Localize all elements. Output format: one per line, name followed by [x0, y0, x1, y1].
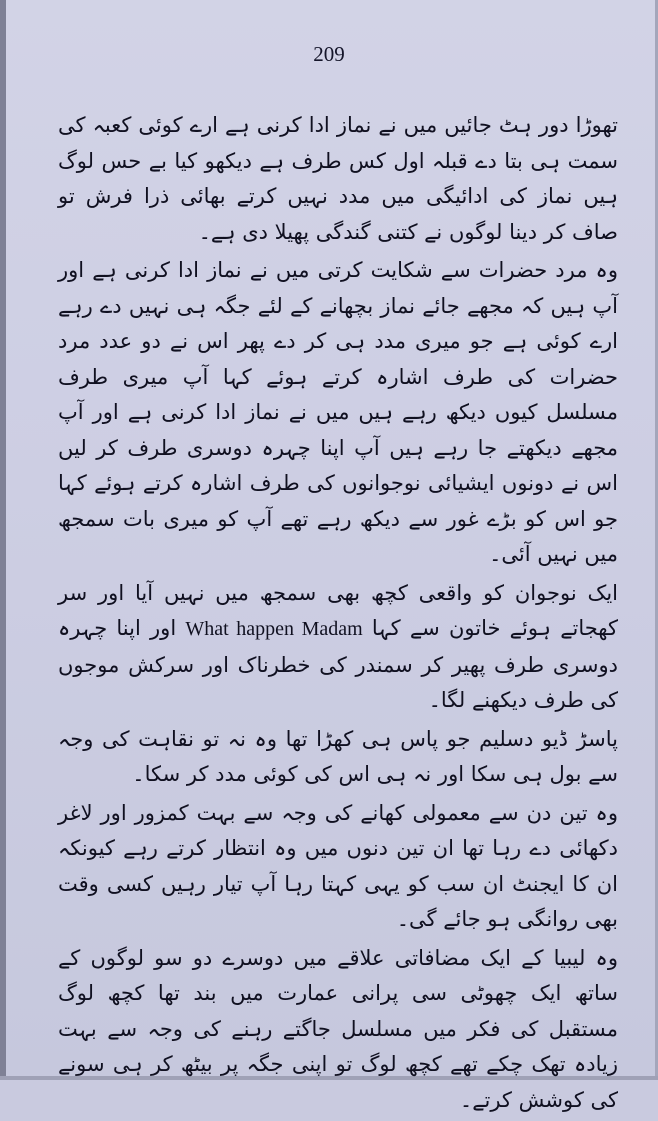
page-number: 209 — [313, 42, 345, 66]
body-text — [58, 108, 618, 1121]
paragraph-6: وہ لیبیا کے ایک مضافاتی علاقے میں دوسرے دو سو لوگوں کے ساتھ ایک چھوٹی سی پرانی عمارت میں بند تھا کچھ لوگ مستقبل کی فکر میں مسلسل جاگتے رہنے کی وجہ سے بہت زیادہ تھک چکے تھے کچھ لوگ تو اپنی جگہ پر بیٹھ کر ہی سونے کی کوشش کرتے۔ — [58, 945, 618, 1112]
paragraph-3 — [58, 576, 618, 719]
paragraph-4: پاسڑ ڈیو دسلیم جو پاس ہی کھڑا تھا وہ نہ تو نقاہت کی وجہ سے بول ہی سکا اور نہ ہی اس کی کوئی مدد کر سکا۔ — [58, 726, 618, 786]
paragraph-1: تھوڑا دور ہٹ جائیں میں نے نماز ادا کرنی ہے ارے کوئی کعبہ کی سمت ہی بتا دے قبلہ اول کس طرف ہے دیکھو کیا بے حس لوگ ہیں نماز کی ادائیگی میں مدد نہیں کرتے بھائی ذرا فرش تو صاف کر دینا لوگوں نے کتنی گندگی پھیلا دی ہے۔ — [58, 113, 618, 244]
paragraph-3-pre: ایک نوجوان کو واقعی کچھ بھی سمجھ میں نہیں آیا اور سر کھجاتے ہوئے خاتون سے کہا — [58, 580, 618, 640]
paragraph-2: وہ مرد حضرات سے شکایت کرتی میں نے نماز ادا کرنی ہے اور آپ ہیں کہ مجھے جائے نماز بچھانے کے لئے جگہ ہی نہیں دے رہے ارے کوئی ہے جو میری مدد ہی کر دے پھر اس نے دو عدد مرد حضرات کی طرف اشارہ کرتے ہوئے کہا آپ میری طرف مسلسل کیوں دیکھ رہے ہیں میں نے نماز ادا کرنی ہے اور آپ مجھے دیکھتے جا رہے ہیں آپ اپنا چہرہ دوسری طرف کر لیں اس نے دونوں ایشیائی نوجوانوں کی طرف اشارہ کرتے ہوئے کہا جو اس کو بڑے غور سے دیکھ رہے تھے آپ کو میری بات سمجھ میں نہیں آئی۔ — [58, 258, 618, 566]
english-phrase: What happen Madam — [185, 618, 363, 640]
paragraph-3-post: اور اپنا چہرہ دوسری طرف پھیر کر سمندر کی خطرناک اور سرکش موجوں کی طرف دیکھنے لگا۔ — [58, 616, 618, 712]
page-left-edge — [0, 0, 6, 1080]
paragraph-5: وہ تین دن سے معمولی کھانے کی وجہ سے بہت کمزور اور لاغر دکھائی دے رہا تھا ان تین دنوں میں وہ انتظار کرتے رہے کیونکہ ان کا ایجنٹ ان سب کو یہی کہتا رہا آپ تیار رہیں کسی وقت بھی روانگی ہو جائے گی۔ — [58, 800, 618, 931]
